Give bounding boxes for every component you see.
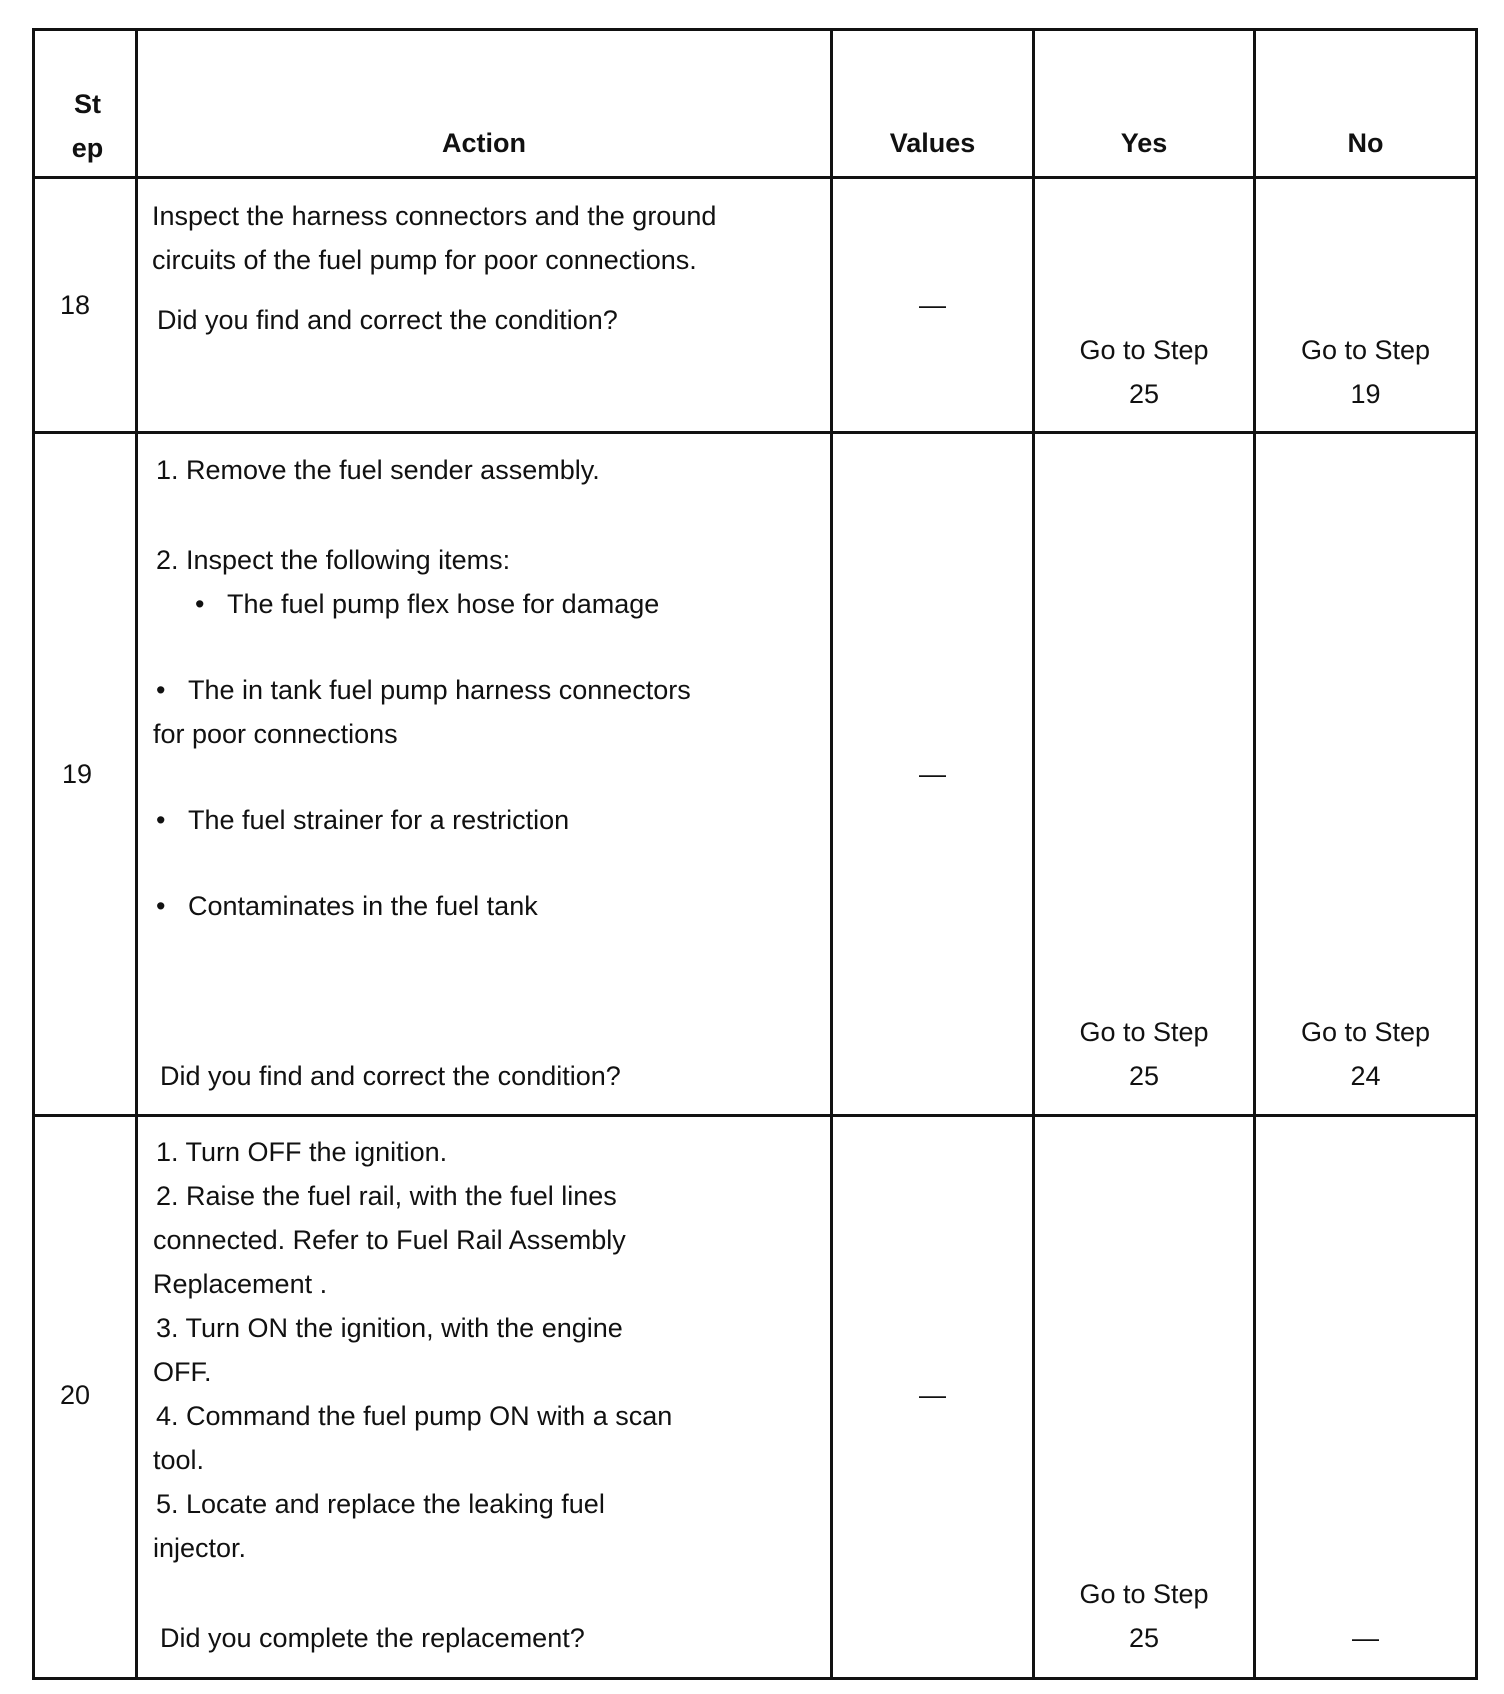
yes-cell: Go to Step 25 [1079, 335, 1209, 409]
column-divider [135, 28, 138, 1680]
bullet-icon: • [156, 805, 166, 835]
no-cell: Go to Step 24 [1300, 1017, 1431, 1091]
step-number: 19 [62, 759, 93, 789]
no-cell: Go to Step 19 [1300, 335, 1431, 409]
action-item: 1. Turn OFF the ignition. [156, 1137, 448, 1167]
action-text: circuits of the fuel pump for poor connections. [152, 245, 697, 275]
action-question: Did you complete the replacement? [160, 1623, 585, 1653]
action-item: 2. Raise the fuel rail, with the fuel lines [156, 1181, 617, 1211]
action-text: connected. Refer to Fuel Rail Assembly [153, 1225, 626, 1255]
action-item: 4. Command the fuel pump ON with a scan [156, 1401, 673, 1431]
bullet-icon: • [195, 589, 205, 619]
column-divider [1475, 28, 1478, 1680]
step-number: 20 [60, 1380, 91, 1410]
action-bullet-item: • The in tank fuel pump harness connectors [156, 668, 691, 712]
action-list [153, 1130, 673, 1570]
action-text: OFF. [153, 1357, 212, 1387]
action-item: 1. Remove the fuel sender assembly. [156, 455, 600, 485]
action-text: injector. [153, 1533, 247, 1563]
no-cell: — [1352, 1623, 1379, 1653]
header-no: No [1347, 128, 1384, 158]
action-item: 2. Inspect the following items: [156, 545, 511, 575]
action-text: Replacement . [153, 1269, 328, 1299]
action-item: 3. Turn ON the ignition, with the engine [156, 1313, 623, 1343]
yes-cell: Go to Step 25 [1079, 1017, 1209, 1091]
header-yes: Yes [1120, 128, 1168, 158]
action-bullet-item: • The fuel strainer for a restriction [156, 798, 569, 842]
row-divider [32, 1677, 1478, 1680]
yes-cell: Go to Step 25 [1079, 1579, 1209, 1653]
row-divider [32, 431, 1478, 434]
value-cell: — [919, 290, 946, 320]
column-divider [1032, 28, 1035, 1680]
row-divider [32, 176, 1478, 179]
bullet-icon: • [156, 675, 166, 705]
action-question: Did you find and correct the condition? [160, 1061, 621, 1091]
action-text: for poor connections [153, 719, 398, 749]
value-cell: — [919, 1380, 946, 1410]
column-divider [830, 28, 833, 1680]
action-text: tool. [153, 1445, 205, 1475]
header-action: Action [442, 128, 526, 158]
header-step: St ep [71, 89, 104, 163]
action-bullet-item: • Contaminates in the fuel tank [156, 884, 538, 928]
header-values: Values [889, 128, 976, 158]
action-item: 5. Locate and replace the leaking fuel [156, 1489, 605, 1519]
action-question: Did you find and correct the condition? [157, 305, 618, 335]
action-bullet-item: • The fuel pump flex hose for damage [195, 582, 659, 626]
row-divider [32, 1114, 1478, 1117]
bullet-icon: • [156, 891, 166, 921]
value-cell: — [919, 759, 946, 789]
action-text: Inspect the harness connectors and the ground [152, 201, 717, 231]
column-divider [1253, 28, 1256, 1680]
step-number: 18 [60, 290, 91, 320]
